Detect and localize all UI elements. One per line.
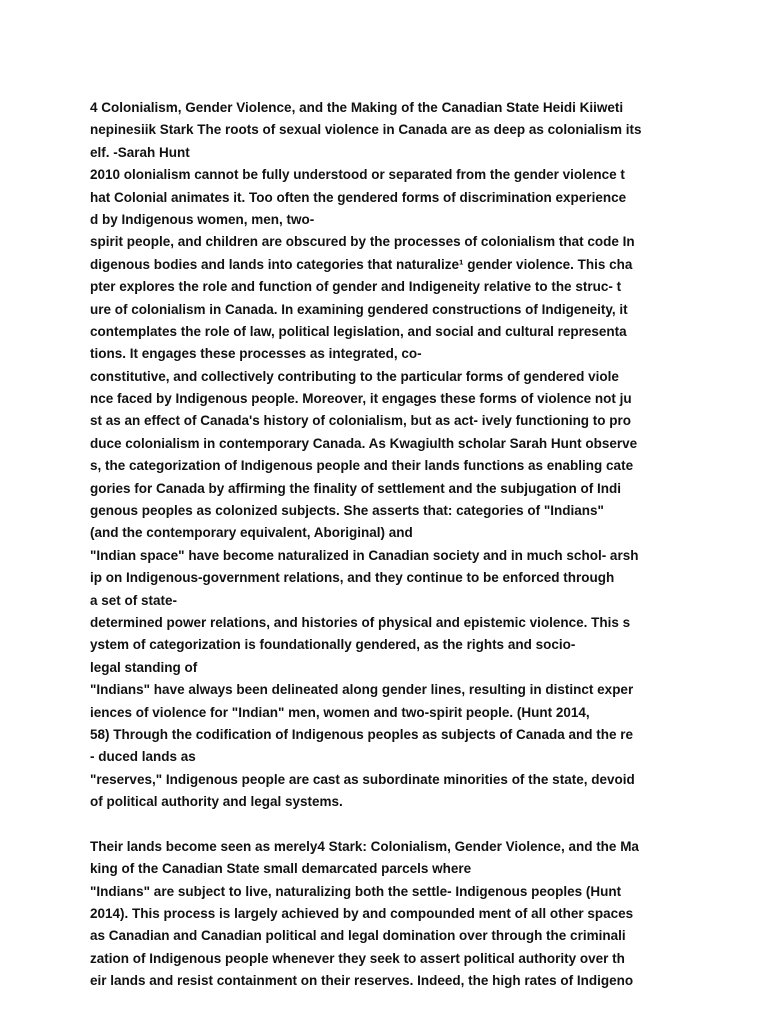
text-line: 58) Through the codification of Indigenous peoples as subjects of Canada and the re <box>90 726 634 742</box>
text-line: (and the contemporary equivalent, Aboriginal) and <box>90 525 413 541</box>
text-line: gories for Canada by affirming the finality of settlement and the subjugation of Indi <box>90 480 622 496</box>
text-line: ip on Indigenous-government relations, and they continue to be enforced through <box>90 570 615 586</box>
document-page <box>90 97 680 993</box>
text-line: iences of violence for "Indian" men, women and two-spirit people. (Hunt 2014, <box>90 704 590 720</box>
text-line: "Indians" are subject to live, naturalizing both the settle- Indigenous peoples (Hunt <box>90 883 622 899</box>
text-line: ystem of categorization is foundationally gendered, as the rights and socio- <box>90 637 576 653</box>
text-line: king of the Canadian State small demarcated parcels where <box>90 861 472 877</box>
text-line: - duced lands as <box>90 749 196 765</box>
text-line: 2010 olonialism cannot be fully understood or separated from the gender violence t <box>90 167 625 183</box>
paragraph-1 <box>90 97 680 814</box>
text-line: determined power relations, and histories of physical and epistemic violence. This s <box>90 614 631 630</box>
text-line: Their lands become seen as merely4 Stark: Colonialism, Gender Violence, and the Ma <box>90 838 639 854</box>
text-line: duce colonialism in contemporary Canada. As Kwagiulth scholar Sarah Hunt observe <box>90 435 638 451</box>
text-line: d by Indigenous women, men, two- <box>90 211 315 227</box>
text-line: 4 Colonialism, Gender Violence, and the Making of the Canadian State Heidi Kiiweti <box>90 100 624 115</box>
text-line: ure of colonialism in Canada. In examining gendered constructions of Indigeneity, it <box>90 301 628 317</box>
text-line: eir lands and resist containment on their reserves. Indeed, the high rates of Indigeno <box>90 973 634 989</box>
text-line: contemplates the role of law, political legislation, and social and cultural representa <box>90 323 627 339</box>
paragraph-2 <box>90 836 680 993</box>
text-line: a set of state- <box>90 592 178 608</box>
text-line: of political authority and legal systems. <box>90 794 343 810</box>
text-line: digenous bodies and lands into categories that naturalize¹ gender violence. This cha <box>90 256 633 272</box>
text-line: st as an effect of Canada's history of colonialism, but as act- ively functioning to pro <box>90 413 632 429</box>
text-line: "reserves," Indigenous people are cast as subordinate minorities of the state, devoid <box>90 771 635 787</box>
text-line: constitutive, and collectively contributing to the particular forms of gendered viole <box>90 368 619 384</box>
text-line: zation of Indigenous people whenever they seek to assert political authority over th <box>90 950 625 966</box>
text-line: legal standing of <box>90 659 198 675</box>
text-line: nce faced by Indigenous people. Moreover, it engages these forms of violence not ju <box>90 391 632 407</box>
text-line: nepinesiik Stark The roots of sexual violence in Canada are as deep as colonialism its <box>90 122 642 138</box>
text-line: s, the categorization of Indigenous people and their lands functions as enabling cate <box>90 458 634 474</box>
text-line: elf. -Sarah Hunt <box>90 144 190 160</box>
text-line: spirit people, and children are obscured by the processes of colonialism that code In <box>90 234 635 250</box>
text-line: "Indian space" have become naturalized in Canadian society and in much schol- arsh <box>90 547 639 563</box>
text-line: as Canadian and Canadian political and legal domination over through the criminali <box>90 928 626 944</box>
text-line: 2014). This process is largely achieved by and compounded ment of all other spaces <box>90 906 634 922</box>
text-line: tions. It engages these processes as integrated, co- <box>90 346 422 362</box>
paragraph-gap <box>90 814 680 836</box>
text-line: genous peoples as colonized subjects. She asserts that: categories of "Indians" <box>90 503 604 519</box>
text-line: "Indians" have always been delineated along gender lines, resulting in distinct exper <box>90 682 634 698</box>
text-line: pter explores the role and function of gender and Indigeneity relative to the struc- t <box>90 279 622 295</box>
text-line: hat Colonial animates it. Too often the gendered forms of discrimination experience <box>90 189 627 205</box>
